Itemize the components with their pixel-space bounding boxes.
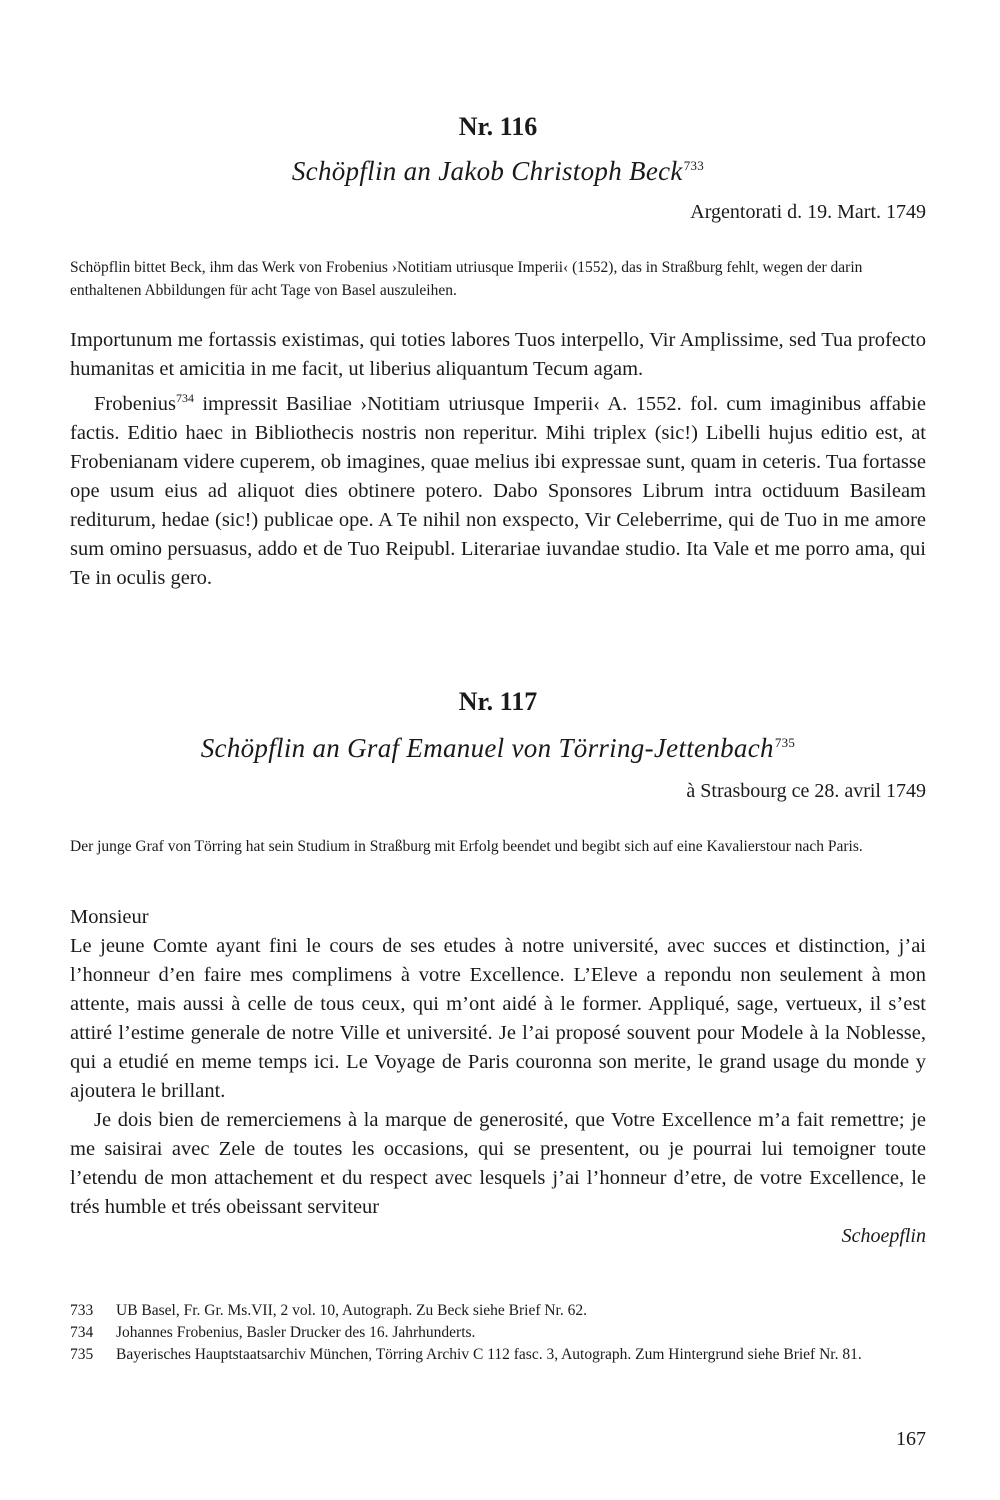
footnote-text: UB Basel, Fr. Gr. Ms.VII, 2 vol. 10, Autograph. Zu Beck siehe Brief Nr. 62.	[116, 1302, 587, 1319]
footnote	[70, 1322, 926, 1344]
footnote-ref: 734	[176, 391, 194, 405]
salutation: Monsieur	[70, 906, 149, 928]
summary-116: Schöpflin bittet Beck, ihm das Werk von Frobenius ›Notitiam utriusque Imperii‹ (1552), das in Straßburg fehlt, wegen der darin enthaltenen Abbildungen für acht Tage von Basel auszuleihen.	[70, 259, 863, 299]
footnote-ref: 733	[683, 158, 705, 173]
paragraph-start: Frobenius	[94, 392, 176, 415]
footnote-text: Johannes Frobenius, Basler Drucker des 16. Jahrhunderts.	[116, 1324, 476, 1341]
footnote-number: 734	[70, 1324, 94, 1341]
letter-title-116	[70, 156, 926, 187]
footnote-number: 733	[70, 1302, 94, 1319]
letter-title-text: Schöpflin an Graf Emanuel von Törring-Jettenbach	[200, 733, 774, 763]
footnote-ref: 735	[774, 735, 796, 750]
footnote	[70, 1344, 926, 1366]
paragraph: Je dois bien de remerciemens à la marque de generosité, que Votre Excellence m’a fait remettre; je me saisirai avec Zele de toutes les occasions, qui se presentent, ou je pourrai lui temoigner toute l’etendu de mon attachement et du respect avec lesquels j’ai l’honneur d’etre, de votre Excellence, le trés humble et trés obeissant serviteur	[70, 1109, 926, 1218]
page-number: 167	[896, 1428, 926, 1450]
letter-title-117	[70, 733, 926, 764]
paragraph	[70, 384, 926, 593]
place-date-117: à Strasbourg ce 28. avril 1749	[686, 780, 926, 802]
signature: Schoepflin	[841, 1225, 926, 1247]
paragraph: Le jeune Comte ayant fini le cours de ses etudes à notre université, avec succes et distinction, j’ai l’honneur d’en faire mes complimens à votre Excellence. L’Eleve a repondu non seulement à mon attente, mais aussi à celle de tous ceux, qui m’ont aidé à le former. Appliqué, sage, vertueux, il s’est attiré l’estime generale de notre Ville et université. Je l’ai proposé souvent pour Modele à la Noblesse, qui a etudié en meme temps ici. Le Voyage de Paris couronna son merite, le grand usage du monde y ajoutera le brillant.	[70, 935, 926, 1102]
footnote-number: 735	[70, 1346, 94, 1363]
letter-body-117	[70, 903, 926, 1222]
place-date-116: Argentorati d. 19. Mart. 1749	[690, 201, 926, 223]
footnotes	[70, 1300, 926, 1366]
paragraph: Importunum me fortassis existimas, qui toties labores Tuos interpello, Vir Amplissime, sed Tua profecto humanitas et amicitia in me facit, ut liberius aliquantum Tecum agam.	[70, 329, 926, 380]
letter-number-117: Nr. 117	[458, 687, 538, 716]
letter-title-text: Schöpflin an Jakob Christoph Beck	[291, 156, 683, 186]
summary-117: Der junge Graf von Törring hat sein Studium in Straßburg mit Erfolg beendet und begibt sich auf eine Kavalierstour nach Paris.	[70, 838, 863, 855]
paragraph-rest: impressit Basiliae ›Notitiam utriusque Imperii‹ A. 1552. fol. cum imaginibus affabie factis. Editio haec in Bibliothecis nostris non reperitur. Mihi triplex (sic!) Libelli hujus editio est, at Frobenianam videre cuperem, ob imagines, quae melius ibi expressae sunt, quam in ceteris. Tua fortasse ope usum eius ad aliquot dies obtinere potero. Dabo Sponsores Librum intra octiduum Basileam rediturum, hedae (sic!) publicae ope. A Te nihil non exspecto, Vir Celeberrime, qui de Tuo in me amore sum omino persuasus, addo et de Tuo Reipubl. Literariae iuvandae studio. Ita Vale et me porro ama, qui Te in oculis gero.	[70, 392, 926, 589]
letter-body-116	[70, 326, 926, 593]
footnote-text: Bayerisches Hauptstaatsarchiv München, Törring Archiv C 112 fasc. 3, Autograph. Zum Hintergrund siehe Brief Nr. 81.	[116, 1346, 862, 1363]
footnote	[70, 1300, 926, 1322]
letter-number-116: Nr. 116	[458, 112, 538, 141]
